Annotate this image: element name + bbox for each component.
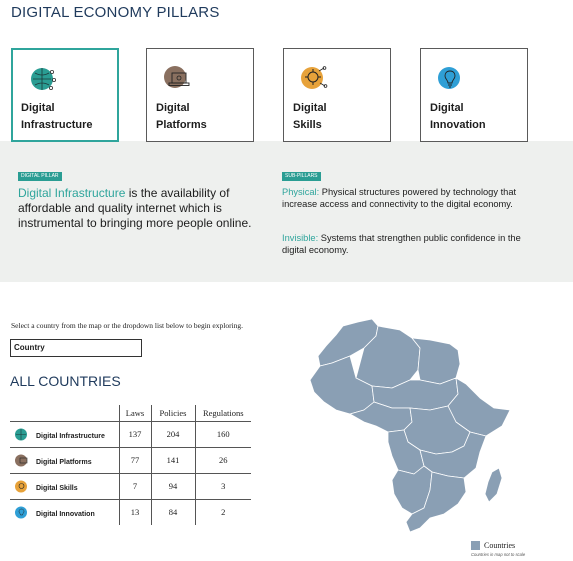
pillar-label-line2: Innovation: [430, 119, 486, 131]
map-legend-swatch: [471, 541, 480, 550]
pillar-label-line2: Skills: [293, 119, 322, 131]
table-row[interactable]: Digital Innovation 13 84 2: [10, 499, 251, 525]
map-northeast[interactable]: [412, 338, 460, 384]
pillar-card-innovation[interactable]: [420, 48, 528, 142]
pillar-label-line1: Digital: [156, 102, 190, 114]
pillar-label-line1: Digital: [21, 102, 55, 114]
table-row[interactable]: Digital Infrastructure 137 204 160: [10, 421, 251, 447]
pillar-label-line2: Infrastructure: [21, 119, 93, 131]
pillar-stats-table: [10, 405, 251, 525]
platforms-icon: [161, 63, 191, 93]
pillar-card-platforms[interactable]: [146, 48, 254, 142]
explore-instruction: Select a country from the map or the dropdown list below to begin exploring.: [11, 321, 244, 330]
policies-header: Policies: [151, 405, 195, 421]
africa-map[interactable]: [280, 318, 555, 540]
all-countries-title: ALL COUNTRIES: [10, 373, 121, 389]
sub-pillar-invisible: Invisible: Systems that strengthen public confidence in the digital economy.: [282, 233, 521, 255]
laws-header: Laws: [119, 405, 151, 421]
table-header-row: [10, 405, 251, 421]
sub-pillar-physical: Physical: Physical structures powered by technology that increase access and connectivity to the digital economy.: [282, 187, 517, 209]
skills-icon: [298, 63, 328, 93]
skills-icon: [14, 479, 29, 494]
sub-pillars-tag: SUB-PILLARS: [282, 172, 321, 181]
innovation-icon: [435, 63, 465, 93]
country-dropdown[interactable]: Country: [10, 339, 142, 357]
innovation-icon: [14, 505, 29, 520]
page-title: DIGITAL ECONOMY PILLARS: [11, 4, 220, 21]
map-legend-label: Countries: [484, 541, 516, 550]
pillar-card-infrastructure[interactable]: [11, 48, 119, 142]
pillar-card-skills[interactable]: [283, 48, 391, 142]
pillar-label-line1: Digital: [430, 102, 464, 114]
map-note: Countries in map not to scale: [471, 552, 526, 557]
infrastructure-icon: [27, 64, 57, 94]
platforms-icon: [14, 453, 29, 468]
infrastructure-icon: [14, 427, 29, 442]
table-row[interactable]: Digital Skills 7 94 3: [10, 473, 251, 499]
pillar-name: Digital Infrastructure: [18, 186, 126, 200]
digital-pillar-tag: DIGITAL PILLAR: [18, 172, 62, 181]
pillar-description: Digital Infrastructure is the availability of affordable and quality internet which is instrumental to bringing more people online.: [18, 186, 252, 230]
map-madagascar[interactable]: [485, 468, 502, 502]
pillar-label-line1: Digital: [293, 102, 327, 114]
pillar-label-line2: Platforms: [156, 119, 207, 131]
regulations-header: Regulations: [195, 405, 251, 421]
table-row[interactable]: Digital Platforms 77 141 26: [10, 447, 251, 473]
